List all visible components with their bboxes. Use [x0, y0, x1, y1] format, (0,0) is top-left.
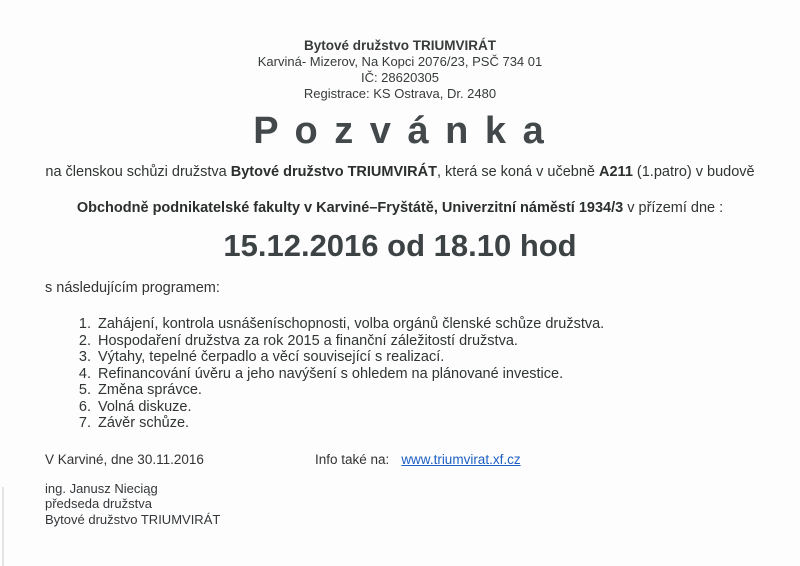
signature-block [0, 481, 800, 528]
program-item: 5. Změna správce. [95, 382, 800, 399]
program-item: 2. Hospodaření družstva za rok 2015 a finanční záležitostí družstva. [95, 333, 800, 350]
document-title: P o z v á n k a [253, 110, 547, 152]
intro-line-2-post: v přízemí dne : [623, 200, 724, 216]
program-list [55, 316, 800, 432]
info-link[interactable]: www.triumvirat.xf.cz [401, 451, 521, 467]
program-label: s následujícím programem: [45, 280, 220, 296]
intro-line-1-mid: , která se koná v učebně [437, 164, 600, 180]
program-item: 4. Refinancování úvěru a jeho navýšení s ohledem na plánované investice. [95, 366, 800, 383]
program-item: 7. Závěr schůze. [95, 415, 800, 432]
signature-name: ing. Janusz Nieciąg [45, 480, 158, 496]
program-item: 1. Zahájení, kontrola usnášeníschopnosti, volba orgánů členské schůze družstva. [95, 316, 800, 333]
scan-edge-artifact [2, 487, 4, 566]
intro-line-2 [0, 200, 800, 216]
intro-line-1-post: (1.patro) v budově [632, 164, 755, 180]
intro-line-1-org: Bytové družstvo TRIUMVIRÁT [230, 164, 437, 180]
intro-line-1 [0, 164, 800, 180]
letterhead-registration: Registrace: KS Ostrava, Dr. 2480 [303, 86, 497, 101]
intro-line-2-bold: Obchodně podnikatelské fakulty v Karviné–Fryštátě, Univerzitní náměstí 1934/3 [76, 200, 624, 216]
place-date: V Karviné, dne 30.11.2016 [45, 451, 204, 467]
letterhead-company-id: IČ: 28620305 [360, 70, 440, 85]
signature-role: předseda družstva [45, 496, 152, 511]
letterhead [0, 38, 800, 102]
info-label: Info také na: [315, 451, 390, 467]
letterhead-org-name: Bytové družstvo TRIUMVIRÁT [303, 38, 496, 53]
program-item: 6. Volná diskuze. [95, 399, 800, 416]
letterhead-address: Karviná- Mizerov, Na Kopci 2076/23, PSČ 734 01 [257, 54, 543, 69]
signature-org: Bytové družstvo TRIUMVIRÁT [45, 511, 221, 527]
intro-line-1-room: A211 [599, 164, 633, 180]
footer-row [0, 452, 800, 467]
program-item: 3. Výtahy, tepelné čerpadlo a věcí související s realizací. [95, 349, 800, 366]
meeting-datetime: 15.12.2016 od 18.10 hod [223, 228, 577, 263]
intro-line-1-pre: na členskou schůzi družstva [45, 164, 231, 180]
